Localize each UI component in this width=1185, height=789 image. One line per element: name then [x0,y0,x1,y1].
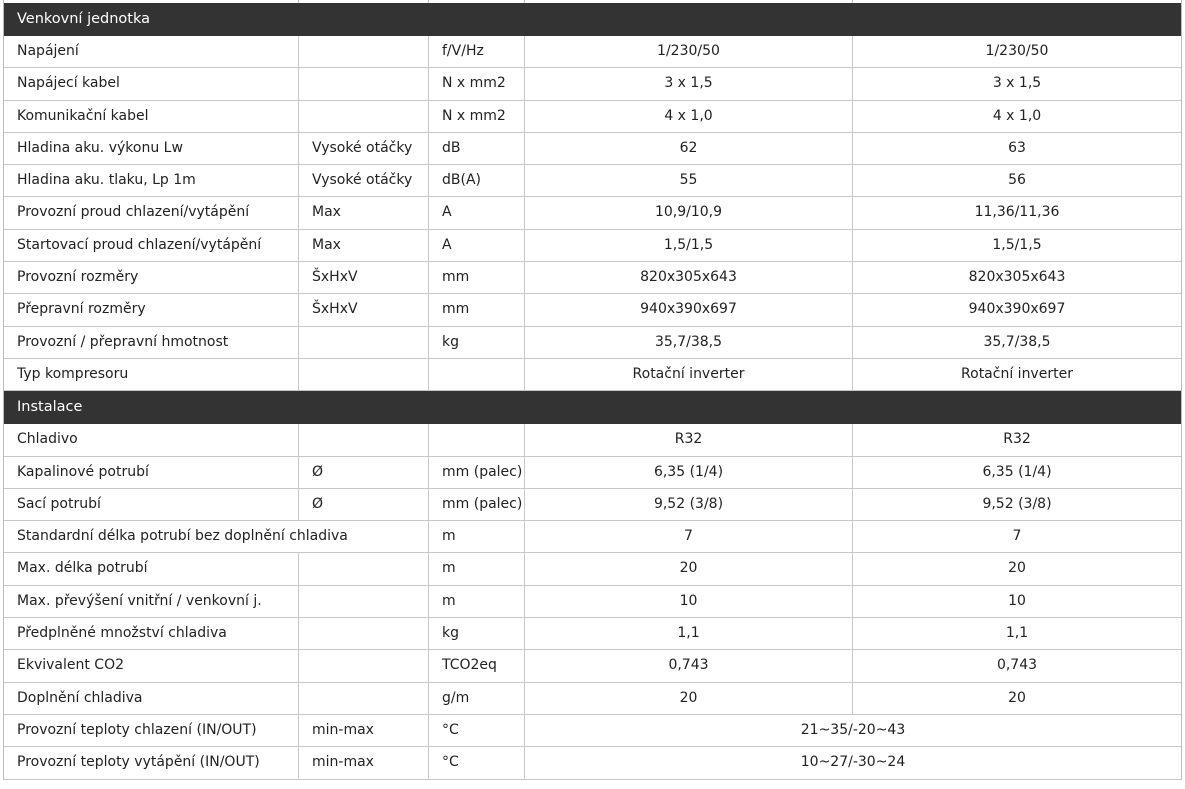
param-name: Max. převýšení vnitřní / venkovní j. [4,586,299,617]
table-row [4,101,1181,133]
value-model-2: 1/230/50 [985,43,1049,59]
value-merged: 21~35/-20~43 [800,721,906,738]
param-unit: mm [429,294,525,325]
value-model-2: R32 [1003,431,1031,448]
param-condition: Max [299,197,429,228]
value-model-2: 1,5/1,5 [992,236,1042,253]
param-unit [429,359,525,390]
spec-table [3,0,1182,780]
table-row [4,359,1181,391]
param-name: Napájecí kabel [4,68,299,99]
param-condition: ŠxHxV [299,262,429,293]
value-model-1: 1,5/1,5 [525,230,853,261]
table-row [4,586,1181,618]
value-model-2: 940x390x697 [968,301,1066,318]
param-condition [299,586,429,617]
table-row [4,133,1181,165]
param-condition [299,101,429,132]
table-row [4,747,1181,779]
param-condition [299,650,429,681]
param-unit: N x mm2 [429,68,525,99]
value-model-1: Rotační inverter [525,359,853,390]
param-name: Hladina aku. tlaku, Lp 1m [4,165,299,196]
param-condition [299,553,429,584]
table-row [4,262,1181,294]
value-model-1: 940x390x697 [525,294,853,325]
value-model-1: 55 [525,165,853,196]
table-row [4,68,1181,100]
value-model-1: 62 [525,133,853,164]
value-model-1: 3 x 1,5 [525,68,853,99]
param-condition [299,36,429,67]
param-name: Doplnění chladiva [4,683,299,714]
table-row [4,521,1181,553]
param-name: Předplněné množství chladiva [4,618,299,649]
param-condition: Max [299,230,429,261]
value-model-1: 6,35 (1/4) [525,457,853,488]
param-name: Komunikační kabel [4,101,299,132]
param-name: Ekvivalent CO2 [4,650,299,681]
param-unit: dB [429,133,525,164]
table-row [4,553,1181,585]
param-unit: kg [429,618,525,649]
param-condition [299,68,429,99]
param-condition [299,327,429,358]
param-condition [299,424,429,455]
value-model-2: 56 [1008,172,1026,189]
param-unit: °C [429,715,525,746]
param-unit [429,424,525,455]
param-unit: mm (palec) [429,489,525,520]
value-model-1: 0,743 [525,650,853,681]
value-model-2: 63 [1008,139,1026,156]
value-model-1: 1/230/50 [525,36,853,67]
table-row [4,165,1181,197]
param-condition: Ø [299,457,429,488]
value-model-1: R32 [525,424,853,455]
param-unit: m [429,586,525,617]
table-row [4,424,1181,456]
param-unit: kg [429,327,525,358]
param-unit: °C [429,747,525,778]
param-name: Typ kompresoru [4,359,299,390]
value-model-1: 10,9/10,9 [525,197,853,228]
value-model-2: 820x305x643 [968,269,1066,286]
value-model-2: 7 [1012,528,1022,545]
param-name: Provozní rozměry [4,262,299,293]
value-model-1: 10 [525,586,853,617]
param-unit: g/m [429,683,525,714]
param-unit: m [429,553,525,584]
value-model-2: 10 [1008,592,1026,609]
table-row [4,197,1181,229]
param-name: Kapalinové potrubí [4,457,299,488]
param-name: Startovací proud chlazení/vytápění [4,230,299,261]
param-condition: min-max [299,747,429,778]
table-row [4,327,1181,359]
param-unit: A [429,197,525,228]
param-condition: Vysoké otáčky [299,133,429,164]
param-unit: A [429,230,525,261]
param-unit: N x mm2 [429,101,525,132]
table-row [4,230,1181,262]
param-name: Provozní / přepravní hmotnost [4,327,299,358]
value-model-2: 11,36/11,36 [974,204,1060,221]
param-name: Standardní délka potrubí bez doplnění chladiva [4,521,429,552]
value-model-2: 20 [1008,689,1026,706]
param-unit: dB(A) [429,165,525,196]
top-edge [4,0,1181,3]
table-row [4,618,1181,650]
param-condition: Vysoké otáčky [299,165,429,196]
param-condition: ŠxHxV [299,294,429,325]
table-row [4,294,1181,326]
value-model-1: 20 [525,553,853,584]
param-condition [299,618,429,649]
section-header: Venkovní jednotka [4,3,1181,36]
param-condition: Ø [299,489,429,520]
param-name: Sací potrubí [4,489,299,520]
value-model-2: 20 [1008,560,1026,577]
value-model-2: 35,7/38,5 [983,333,1051,350]
value-model-2: 1,1 [1005,625,1029,642]
param-unit: f/V/Hz [429,36,525,67]
table-row [4,715,1181,747]
param-condition: min-max [299,715,429,746]
value-model-1: 35,7/38,5 [525,327,853,358]
param-name: Napájení [4,36,299,67]
param-name: Hladina aku. výkonu Lw [4,133,299,164]
value-model-1: 820x305x643 [525,262,853,293]
value-model-1: 1,1 [525,618,853,649]
param-name: Provozní teploty chlazení (IN/OUT) [4,715,299,746]
value-merged: 10~27/-30~24 [800,754,906,771]
value-model-2: 0,743 [996,657,1038,674]
param-unit: mm [429,262,525,293]
table-row [4,683,1181,715]
value-model-1: 4 x 1,0 [525,101,853,132]
param-name: Provozní proud chlazení/vytápění [4,197,299,228]
table-row [4,650,1181,682]
section-header: Instalace [4,391,1181,424]
param-name: Chladivo [4,424,299,455]
param-name: Max. délka potrubí [4,553,299,584]
value-model-1: 7 [525,521,853,552]
param-condition [299,683,429,714]
value-model-2: Rotační inverter [961,365,1073,382]
table-row [4,489,1181,521]
table-row [4,36,1181,68]
param-name: Provozní teploty vytápění (IN/OUT) [4,747,299,778]
param-name: Přepravní rozměry [4,294,299,325]
value-model-2: 9,52 (3/8) [982,495,1052,512]
value-model-2: 4 x 1,0 [992,107,1042,124]
param-unit: TCO2eq [429,650,525,681]
param-unit: mm (palec) [429,457,525,488]
value-model-2: 3 x 1,5 [992,75,1042,92]
table-row [4,457,1181,489]
param-unit: m [429,521,525,552]
param-condition [299,359,429,390]
value-model-2: 6,35 (1/4) [982,463,1052,480]
value-model-1: 20 [525,683,853,714]
value-model-1: 9,52 (3/8) [525,489,853,520]
